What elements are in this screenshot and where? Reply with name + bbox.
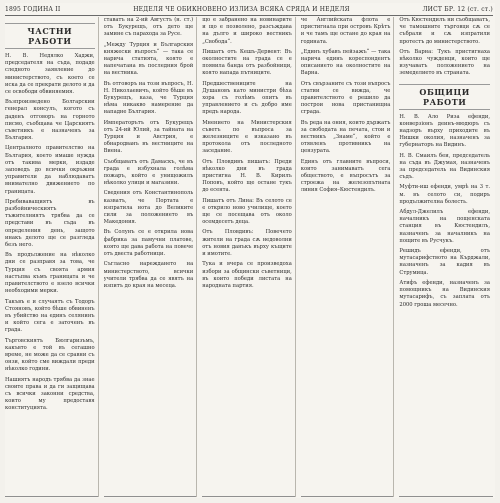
paragraph: Предшествениците на Душановъ като министри бѣха хора съ голѣмъ опитъ въ управлението и съ добро име предъ народа. — [202, 80, 292, 116]
paragraph: Такъвъ е и случаятъ съ Тодоръ Стояновъ, който бѣше обвиненъ въ убийство на единъ селянинъ и който сега е заточенъ въ града. — [5, 298, 95, 334]
paragraph: Решидъ ефенди, отъ мутасарифството на Кърджали, назначенъ за кадия въ Струмица. — [399, 248, 490, 276]
section-title-obshtini-raboti: ОБЩИЦИ РАБОТИ — [399, 84, 490, 110]
columns — [5, 17, 493, 497]
paragraph: „Единъ хубавъ пейзажъ“ — така нарича единъ кореспондентъ описанието на околностите на Варна. — [300, 48, 391, 77]
paragraph: Пребиваващиятъ въ разбойническиятъ тъжителниятъ трябва да се представи въ съда въ определения день, защото инакъ делото ще се разгледа безъ него. — [5, 198, 95, 249]
paragraph: Н. В. Ало Риза ефенди, конверзіонъ деинъ-мюдюръ съ надзоръ върху приходите въ Нишки околия, назначенъ за губернаторъ на Видинъ. — [399, 113, 490, 149]
paragraph: Възпроизведено Болгарскии генерал консулъ, когото съ даденъ отговоръ на горното писмо, съобщава че Царскиятъ съветникъ е назначенъ за България. — [5, 99, 95, 142]
paragraph: Нашиятъ народъ трябва да знае своите права и да ги защищава съ всички законни средства, които му предоставя конституцията. — [5, 376, 95, 412]
paragraph: Единъ отъ главните въпроси, които занимаватъ сега обществото, е въпросътъ за строежа на железопътната линия София–Кюстендилъ. — [300, 158, 391, 194]
column-2 — [104, 17, 198, 497]
paragraph: Н. В. Недялко Хаджи, председателя на съда, подаде следното заявление до министерството, съ което се иска да се прекрати делото и да се освободи обвиняемия. — [5, 53, 95, 96]
paragraph: ставатъ на 2-ий Августъ (н. ст.) отъ Букурещъ, отъ дето ще замине съ парахода за Русе. — [103, 17, 194, 38]
paragraph: Пишатъ отъ Кешъ-Дервент: Въ околностите на града се е появила банда отъ разбойници, която напада пътниците. — [202, 48, 292, 77]
paragraph: що е забранено на новинарите и що е позволено, разсъждава на дълго и широко вестникъ „Свобода“. — [202, 17, 292, 45]
column-bottom-rule — [301, 496, 394, 497]
column-5 — [399, 17, 493, 497]
paragraph: Муфти-иш ефенди, умрѣ на 3 т. м. въ селото си, подиръ продължителна болесть. — [399, 184, 490, 205]
paragraph: Тука и вчера се произведоха избори за общински съветници, въ които победи листата на народната партия. — [202, 261, 292, 289]
paragraph: че Английската флота е пристигнала при островъ Крѣтъ и че тамъ ще остане до края на годината. — [300, 17, 391, 45]
paragraph: Отъ Варна: Тукъ пристигнаха нѣколко чужденци, които ще изучаватъ положението на земеделието въ страната. — [399, 48, 490, 77]
column-3 — [202, 17, 296, 497]
paragraph: Отъ Кюстендилъ ни съобщаватъ, че тамошните търговци сѫ се събрали и сѫ изпратили протестъ до министерството. — [399, 17, 490, 45]
paragraph: Н. В. Смаилъ беи, председатель на съда въ Джумая, назначенъ за председатель на Видинския съдъ. — [399, 152, 490, 181]
paragraph: Съгласно нареждането на министерството, всички учители трябва да се явятъ на изпитъ до края на месеца. — [103, 261, 194, 289]
column-4 — [301, 17, 395, 497]
paragraph: Атифъ ефенди, назначенъ за помощникъ на Видинския мутасарифъ, съ заплата отъ 2000 гроша месечно. — [399, 279, 490, 308]
column-bottom-rule — [399, 496, 493, 497]
header-right: ЛИСТ БР. 12 (ст. ст.) — [422, 5, 493, 13]
paragraph: Императорътъ отъ Букурещъ отъ 24-ий Юлий, за тайната на Турция и Австрия, е обнародванъ въ вестниците на Виена. — [103, 119, 194, 155]
paragraph: Въ реда на ония, които държатъ за свободата на печата, стои и вестникъ „Знаме“, който е отявленъ противникъ на цензурата. — [300, 119, 391, 155]
paragraph: Отъ Пловдивъ пишатъ: Преди нѣколко дни въ града пристигна Н. В. Кирилъ Поповъ, който ще остане тукъ до есента. — [202, 158, 292, 194]
newspaper-page — [5, 3, 495, 498]
paragraph: Съобщаватъ отъ Дамаскъ, че въ града е избухнала голѣма пожаръ, който е унищожилъ нѣколко улици и магазини. — [103, 158, 194, 187]
column-bottom-rule — [104, 496, 197, 497]
paragraph: Търговскиятъ Бюлгаризъмъ, какъвто е той въ сегашно време, не може да се сравни съ онзи, който сме виждали преди нѣколко години. — [5, 337, 95, 373]
paragraph: Сведения отъ Константинополь казватъ, че Портата е изпратила нота до Великите сили за положението въ Македония. — [103, 190, 194, 226]
paragraph: Въ отговоръ на този въпросъ, Н. Н. Николаевичъ, който бѣше въ Букурещъ, каза, че Турция нѣма никакво намерение да нападне България. — [103, 80, 194, 116]
header-left: 1895 ГОДИНА II — [5, 5, 61, 13]
paragraph: Отъ Пловдивъ: Повечето жители на града сѫ недоволни отъ новия данъкъ върху къщите и имотите. — [202, 229, 292, 258]
column-1 — [5, 17, 99, 497]
paragraph: Централното правителство на България, което имаше нужда отъ такива мерки, издаде заповедъ до всички окръжни управители да наблюдаватъ внимателно движението по границата. — [5, 145, 95, 195]
paragraph: Въ продължение на нѣколко дни се разправя за това, че Турция съ своята армия настъпва къмъ границата и че правителството е взело всички необходими мерки. — [5, 252, 95, 295]
page-header — [5, 3, 493, 16]
paragraph: Мнението на Министерския съветъ по въпроса за железниците е изказано въ протокола отъ последното заседание. — [202, 119, 292, 155]
paragraph: Отъ свързаните съ този въпросъ статии се вижда, че правителството е решило да построи нова пристанищна сграда. — [300, 80, 391, 116]
paragraph: „Между Турция и Българския княжески въпросъ“ — така се нарича статията, която е напечатана въ последния брой на вестника. — [103, 41, 194, 77]
column-bottom-rule — [5, 496, 98, 497]
header-center: НЕДЕЛЯ ЧЕ ОБИКНОВЕНО ИЗЛИЗА ВСЯКА СРЯДА И НЕДЕЛЯ — [133, 5, 350, 13]
column-bottom-rule — [202, 496, 295, 497]
paragraph: Пишатъ отъ Лина: Въ селото се е открило ново училище, което ще се посещава отъ около осемдесетъ деца. — [202, 197, 292, 226]
paragraph: Въ Солунъ се е открила нова фабрика за памучни платове, която ще дава работа на повече отъ двеста работници. — [103, 229, 194, 258]
paragraph: Абдул-Джелилъ ефенди, началникъ на пощенската станция въ Кюстендилъ, назначенъ за началникъ на пощите въ Русчукъ. — [399, 209, 490, 244]
section-title-chastni-raboti: ЧАСТНИ РАБОТИ — [5, 23, 95, 49]
